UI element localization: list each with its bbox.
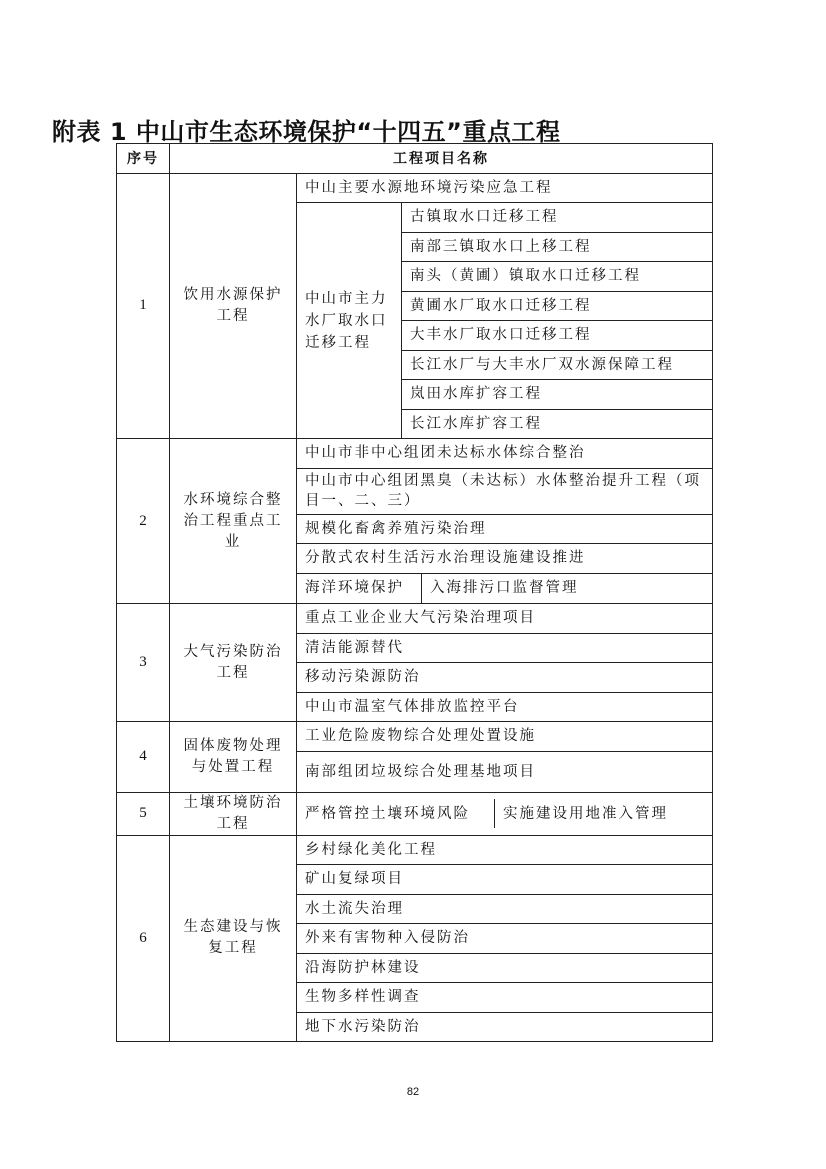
page-title: 附表 1 中山市生态环境保护“十四五”重点工程 [52,118,561,146]
project-item: 实施建设用地准入管理 [495,799,713,829]
project-item: 南头（黄圃）镇取水口迁移工程 [402,262,713,292]
project-item: 长江水厂与大丰水厂双水源保障工程 [402,350,713,380]
project-item: 规模化畜禽养殖污染治理 [297,514,713,544]
group-number: 1 [117,173,170,439]
project-item: 长江水库扩容工程 [402,409,713,439]
project-item: 工业危险废物综合处理处置设施 [297,722,713,752]
table-row [117,792,713,835]
group-category: 大气污染防治工程 [170,604,297,722]
project-item: 严格管控土壤环境风险 [305,805,470,822]
group-number: 2 [117,439,170,604]
project-item: 入海排污口监督管理 [422,574,713,604]
group-number: 4 [117,722,170,793]
project-item: 矿山复绿项目 [297,865,713,895]
group-number: 6 [117,835,170,1042]
group-category: 土壤环境防治工程 [170,792,297,835]
subgroup-label: 中山市主力水厂取水口迁移工程 [297,203,402,439]
project-item: 外来有害物种入侵防治 [297,924,713,954]
table-row [117,722,713,752]
project-item: 中山市中心组团黑臭（未达标）水体整治提升工程（项目一、二、三） [297,468,713,514]
project-item: 移动污染源防治 [297,663,713,693]
table-row [117,835,713,865]
split-cell [297,792,713,835]
group-number: 5 [117,792,170,835]
group-category: 固体废物处理与处置工程 [170,722,297,793]
project-item: 海洋环境保护 [305,580,404,597]
project-item: 水土流失治理 [297,894,713,924]
group-category: 生态建设与恢复工程 [170,835,297,1042]
project-item: 南部组团垃圾综合处理基地项目 [297,751,713,792]
table-row [117,173,713,203]
project-item: 清洁能源替代 [297,633,713,663]
project-item: 古镇取水口迁移工程 [402,203,713,233]
project-item: 中山主要水源地环境污染应急工程 [297,173,713,203]
header-row [117,144,713,174]
table-row [117,604,713,634]
group-number: 3 [117,604,170,722]
page-number: 82 [406,1086,420,1098]
project-item: 生物多样性调查 [297,983,713,1013]
project-item: 中山市非中心组团未达标水体综合整治 [297,439,713,469]
project-item: 地下水污染防治 [297,1012,713,1042]
project-item: 岚田水库扩容工程 [402,380,713,410]
project-item: 南部三镇取水口上移工程 [402,232,713,262]
group-category: 水环境综合整治工程重点工业 [170,439,297,604]
projects-table [116,143,713,1042]
project-item: 大丰水厂取水口迁移工程 [402,321,713,351]
group-category: 饮用水源保护工程 [170,173,297,439]
header-number: 序号 [117,144,170,174]
project-item: 重点工业企业大气污染治理项目 [297,604,713,634]
table-row [117,439,713,469]
header-name: 工程项目名称 [170,144,713,174]
project-item: 黄圃水厂取水口迁移工程 [402,291,713,321]
project-item: 乡村绿化美化工程 [297,835,713,865]
project-item: 分散式农村生活污水治理设施建设推进 [297,544,713,574]
project-item: 中山市温室气体排放监控平台 [297,692,713,722]
project-item: 沿海防护林建设 [297,953,713,983]
split-cell [297,573,713,604]
